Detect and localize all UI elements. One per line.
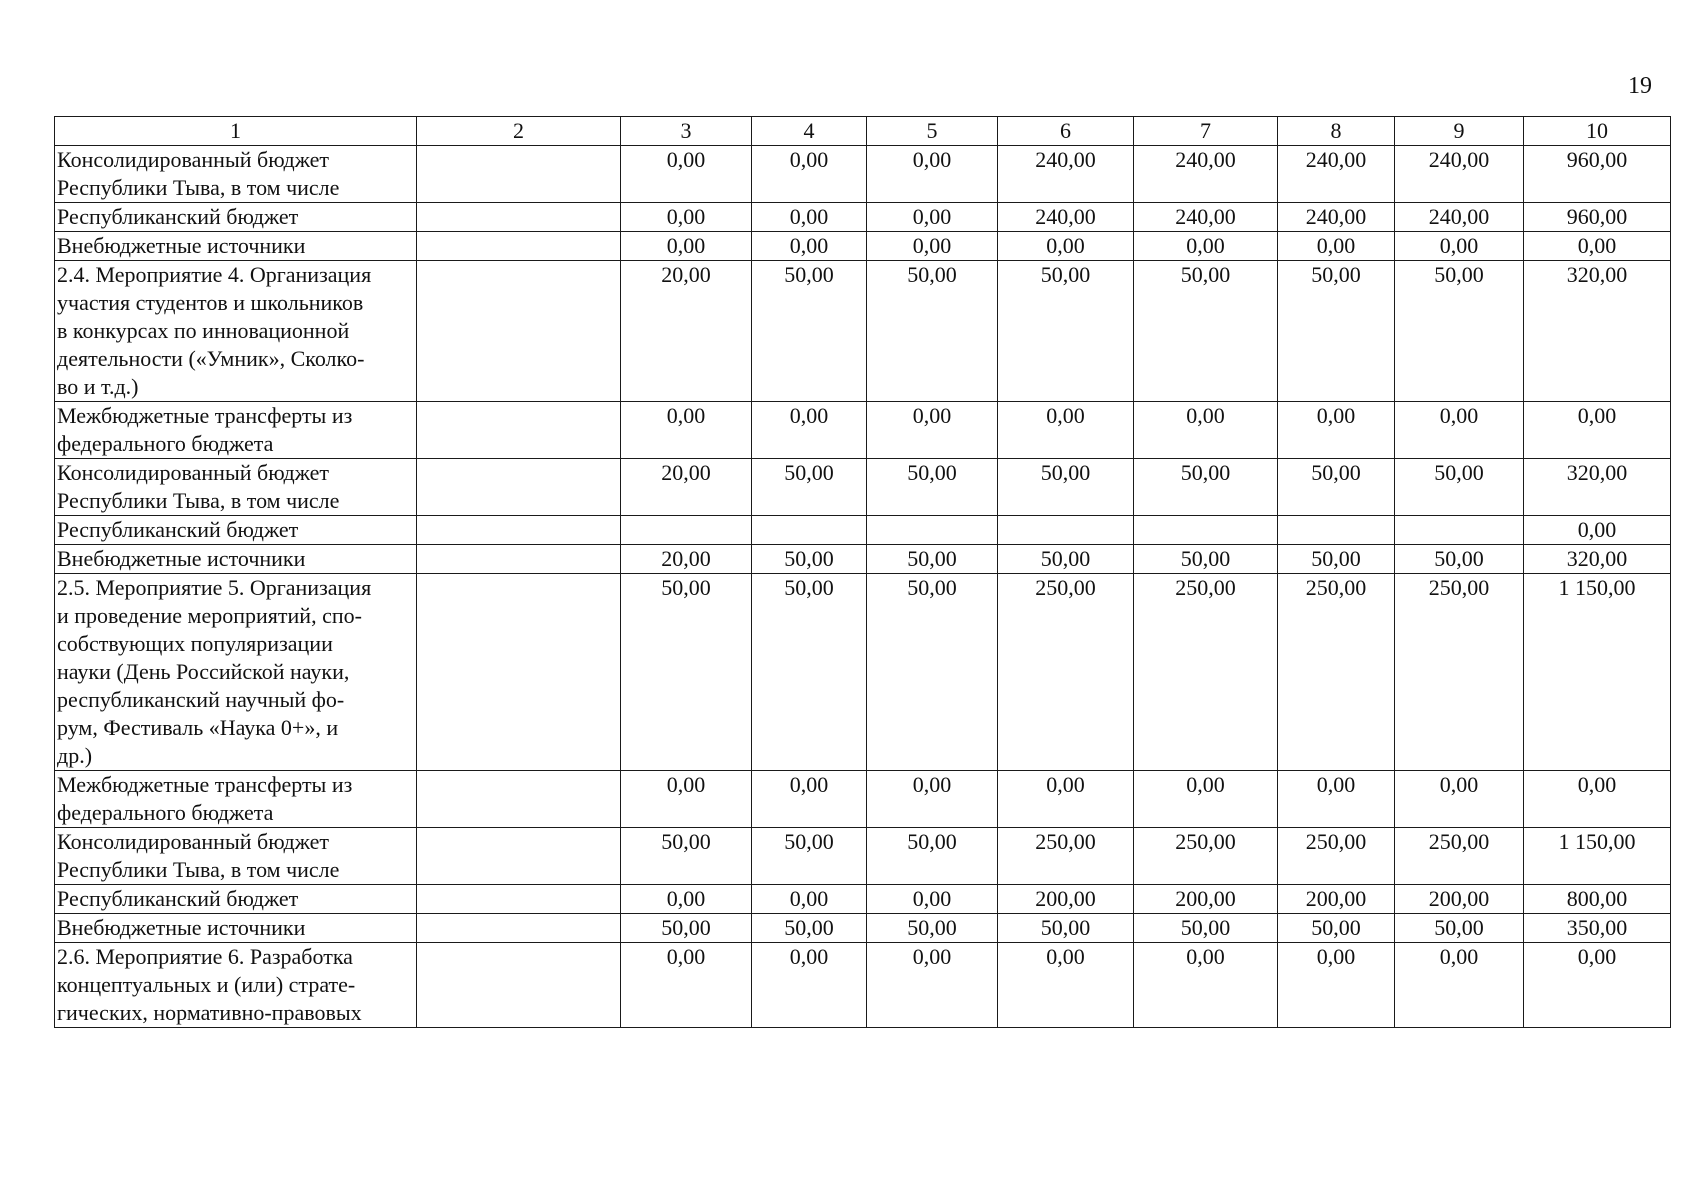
cell-value: 0,00 bbox=[1278, 943, 1395, 1028]
cell-value: 0,00 bbox=[1395, 402, 1524, 459]
table-row bbox=[55, 146, 1671, 203]
cell-value: 1 150,00 bbox=[1524, 574, 1671, 771]
cell-value: 50,00 bbox=[1278, 545, 1395, 574]
row-label-line: 2.4. Мероприятие 4. Организация bbox=[57, 262, 372, 287]
row-label-line: концептуальных и (или) страте- bbox=[57, 972, 356, 997]
cell-value: 20,00 bbox=[621, 261, 752, 402]
row-label-line: Межбюджетные трансферты из bbox=[57, 403, 353, 428]
cell-value: 50,00 bbox=[1278, 914, 1395, 943]
row-label-line: деятельности («Умник», Сколко- bbox=[57, 346, 365, 371]
row-label-line: гических, нормативно-правовых bbox=[57, 1000, 362, 1025]
cell-col-2 bbox=[417, 459, 621, 516]
cell-value: 50,00 bbox=[998, 459, 1134, 516]
cell-value: 0,00 bbox=[1395, 771, 1524, 828]
row-label bbox=[55, 771, 417, 828]
cell-value: 50,00 bbox=[1395, 459, 1524, 516]
cell-value: 50,00 bbox=[1134, 261, 1278, 402]
cell-value: 0,00 bbox=[867, 146, 998, 203]
table-row bbox=[55, 545, 1671, 574]
table-row bbox=[55, 203, 1671, 232]
row-label-line: рум, Фестиваль «Наука 0+», и bbox=[57, 715, 339, 740]
cell-value: 250,00 bbox=[1278, 828, 1395, 885]
cell-value: 50,00 bbox=[1278, 261, 1395, 402]
budget-table bbox=[54, 116, 1671, 1028]
row-label-line: Консолидированный бюджет bbox=[57, 829, 330, 854]
cell-value: 0,00 bbox=[1134, 771, 1278, 828]
column-header-2: 2 bbox=[417, 117, 621, 146]
cell-value: 0,00 bbox=[621, 885, 752, 914]
cell-value: 50,00 bbox=[867, 828, 998, 885]
cell-value: 0,00 bbox=[998, 771, 1134, 828]
column-header-7: 7 bbox=[1134, 117, 1278, 146]
cell-col-2 bbox=[417, 516, 621, 545]
row-label-line: республиканский научный фо- bbox=[57, 687, 345, 712]
row-label-line: Республики Тыва, в том числе bbox=[57, 488, 340, 513]
cell-value: 0,00 bbox=[998, 943, 1134, 1028]
cell-value: 250,00 bbox=[998, 828, 1134, 885]
row-label bbox=[55, 574, 417, 771]
cell-value: 350,00 bbox=[1524, 914, 1671, 943]
cell-value: 0,00 bbox=[867, 771, 998, 828]
cell-value bbox=[752, 516, 867, 545]
page-number: 19 bbox=[1628, 73, 1652, 99]
row-label-line: в конкурсах по инновационной bbox=[57, 318, 350, 343]
cell-col-2 bbox=[417, 828, 621, 885]
table-row bbox=[55, 459, 1671, 516]
cell-value: 200,00 bbox=[1395, 885, 1524, 914]
cell-value: 0,00 bbox=[752, 146, 867, 203]
cell-value: 50,00 bbox=[1134, 459, 1278, 516]
cell-value: 0,00 bbox=[752, 402, 867, 459]
row-label-line: федерального бюджета bbox=[57, 431, 274, 456]
cell-value: 50,00 bbox=[752, 261, 867, 402]
cell-value: 50,00 bbox=[998, 261, 1134, 402]
row-label-line: Республиканский бюджет bbox=[57, 517, 299, 542]
cell-value: 0,00 bbox=[621, 943, 752, 1028]
table-row bbox=[55, 261, 1671, 402]
cell-value: 320,00 bbox=[1524, 459, 1671, 516]
row-label-line: Республики Тыва, в том числе bbox=[57, 857, 340, 882]
cell-value: 0,00 bbox=[867, 943, 998, 1028]
row-label bbox=[55, 516, 417, 545]
row-label-line: Республики Тыва, в том числе bbox=[57, 175, 340, 200]
cell-value: 240,00 bbox=[998, 203, 1134, 232]
cell-value: 0,00 bbox=[752, 771, 867, 828]
cell-value: 800,00 bbox=[1524, 885, 1671, 914]
table-row bbox=[55, 574, 1671, 771]
table-row bbox=[55, 943, 1671, 1028]
cell-value: 50,00 bbox=[621, 828, 752, 885]
cell-value: 50,00 bbox=[752, 545, 867, 574]
table-row bbox=[55, 516, 1671, 545]
cell-value: 0,00 bbox=[867, 402, 998, 459]
cell-col-2 bbox=[417, 203, 621, 232]
cell-value bbox=[1278, 516, 1395, 545]
row-label-line: др.) bbox=[57, 743, 93, 768]
cell-col-2 bbox=[417, 232, 621, 261]
cell-value: 50,00 bbox=[867, 545, 998, 574]
row-label bbox=[55, 885, 417, 914]
cell-value: 240,00 bbox=[998, 146, 1134, 203]
cell-value: 50,00 bbox=[1278, 459, 1395, 516]
cell-value: 240,00 bbox=[1278, 203, 1395, 232]
cell-value: 0,00 bbox=[621, 232, 752, 261]
cell-value: 50,00 bbox=[752, 574, 867, 771]
row-label-line: 2.6. Мероприятие 6. Разработка bbox=[57, 944, 353, 969]
column-header-9: 9 bbox=[1395, 117, 1524, 146]
column-header-1: 1 bbox=[55, 117, 417, 146]
column-header-6: 6 bbox=[998, 117, 1134, 146]
cell-value: 250,00 bbox=[1395, 828, 1524, 885]
row-label bbox=[55, 828, 417, 885]
row-label-line: федерального бюджета bbox=[57, 800, 274, 825]
row-label-line: Внебюджетные источники bbox=[57, 546, 306, 571]
cell-value: 50,00 bbox=[752, 828, 867, 885]
cell-value: 0,00 bbox=[621, 203, 752, 232]
row-label-line: Республиканский бюджет bbox=[57, 886, 299, 911]
cell-value: 200,00 bbox=[1278, 885, 1395, 914]
row-label bbox=[55, 261, 417, 402]
cell-value: 50,00 bbox=[621, 574, 752, 771]
column-header-10: 10 bbox=[1524, 117, 1671, 146]
cell-col-2 bbox=[417, 771, 621, 828]
cell-value: 240,00 bbox=[1278, 146, 1395, 203]
cell-col-2 bbox=[417, 261, 621, 402]
row-label-line: Внебюджетные источники bbox=[57, 915, 306, 940]
cell-value: 0,00 bbox=[752, 943, 867, 1028]
cell-value: 250,00 bbox=[1134, 574, 1278, 771]
cell-value: 240,00 bbox=[1395, 146, 1524, 203]
cell-value: 0,00 bbox=[867, 232, 998, 261]
row-label-line: Республиканский бюджет bbox=[57, 204, 299, 229]
cell-value: 0,00 bbox=[1395, 232, 1524, 261]
table-body bbox=[55, 146, 1671, 1028]
cell-value: 320,00 bbox=[1524, 545, 1671, 574]
cell-value: 0,00 bbox=[867, 885, 998, 914]
cell-value: 250,00 bbox=[1134, 828, 1278, 885]
cell-value: 960,00 bbox=[1524, 146, 1671, 203]
cell-value: 0,00 bbox=[621, 402, 752, 459]
cell-value: 50,00 bbox=[1134, 914, 1278, 943]
row-label bbox=[55, 943, 417, 1028]
column-header-4: 4 bbox=[752, 117, 867, 146]
cell-value: 0,00 bbox=[998, 232, 1134, 261]
row-label-line: собствующих популяризации bbox=[57, 631, 333, 656]
cell-value: 0,00 bbox=[1278, 232, 1395, 261]
cell-col-2 bbox=[417, 885, 621, 914]
cell-value: 0,00 bbox=[621, 771, 752, 828]
cell-value: 0,00 bbox=[1524, 771, 1671, 828]
cell-value: 0,00 bbox=[1524, 943, 1671, 1028]
cell-value: 240,00 bbox=[1134, 203, 1278, 232]
cell-value: 0,00 bbox=[752, 885, 867, 914]
cell-value: 0,00 bbox=[1278, 402, 1395, 459]
cell-value: 0,00 bbox=[1134, 402, 1278, 459]
row-label-line: Внебюджетные источники bbox=[57, 233, 306, 258]
cell-value: 0,00 bbox=[1524, 232, 1671, 261]
row-label bbox=[55, 232, 417, 261]
cell-value: 50,00 bbox=[867, 459, 998, 516]
table-row bbox=[55, 232, 1671, 261]
table-row bbox=[55, 914, 1671, 943]
cell-value: 50,00 bbox=[1395, 261, 1524, 402]
cell-value bbox=[621, 516, 752, 545]
cell-value: 50,00 bbox=[1395, 545, 1524, 574]
column-header-5: 5 bbox=[867, 117, 998, 146]
cell-value: 50,00 bbox=[1395, 914, 1524, 943]
row-label bbox=[55, 402, 417, 459]
table-row bbox=[55, 771, 1671, 828]
cell-value: 0,00 bbox=[1134, 943, 1278, 1028]
cell-col-2 bbox=[417, 943, 621, 1028]
row-label-line: участия студентов и школьников bbox=[57, 290, 364, 315]
cell-value: 250,00 bbox=[1395, 574, 1524, 771]
cell-value: 200,00 bbox=[1134, 885, 1278, 914]
cell-value: 0,00 bbox=[1278, 771, 1395, 828]
cell-value: 240,00 bbox=[1395, 203, 1524, 232]
cell-value: 50,00 bbox=[621, 914, 752, 943]
cell-value: 0,00 bbox=[1395, 943, 1524, 1028]
row-label-line: во и т.д.) bbox=[57, 374, 139, 399]
row-label bbox=[55, 914, 417, 943]
cell-value: 0,00 bbox=[1524, 516, 1671, 545]
row-label bbox=[55, 545, 417, 574]
cell-value: 1 150,00 bbox=[1524, 828, 1671, 885]
cell-value: 20,00 bbox=[621, 545, 752, 574]
cell-col-2 bbox=[417, 914, 621, 943]
cell-col-2 bbox=[417, 146, 621, 203]
cell-value: 50,00 bbox=[752, 459, 867, 516]
cell-value: 0,00 bbox=[1524, 402, 1671, 459]
cell-value: 50,00 bbox=[1134, 545, 1278, 574]
cell-value bbox=[867, 516, 998, 545]
row-label bbox=[55, 203, 417, 232]
cell-col-2 bbox=[417, 402, 621, 459]
header-row bbox=[55, 117, 1671, 146]
row-label-line: Консолидированный бюджет bbox=[57, 460, 330, 485]
cell-col-2 bbox=[417, 545, 621, 574]
column-header-3: 3 bbox=[621, 117, 752, 146]
table-row bbox=[55, 402, 1671, 459]
cell-value: 320,00 bbox=[1524, 261, 1671, 402]
cell-value bbox=[1134, 516, 1278, 545]
cell-value: 0,00 bbox=[998, 402, 1134, 459]
cell-value bbox=[1395, 516, 1524, 545]
cell-value: 0,00 bbox=[621, 146, 752, 203]
cell-col-2 bbox=[417, 574, 621, 771]
cell-value: 50,00 bbox=[998, 914, 1134, 943]
cell-value: 0,00 bbox=[867, 203, 998, 232]
cell-value: 200,00 bbox=[998, 885, 1134, 914]
table-row bbox=[55, 885, 1671, 914]
cell-value bbox=[998, 516, 1134, 545]
cell-value: 0,00 bbox=[752, 232, 867, 261]
cell-value: 50,00 bbox=[867, 261, 998, 402]
cell-value: 250,00 bbox=[1278, 574, 1395, 771]
row-label bbox=[55, 146, 417, 203]
cell-value: 20,00 bbox=[621, 459, 752, 516]
row-label-line: науки (День Российской науки, bbox=[57, 659, 350, 684]
row-label bbox=[55, 459, 417, 516]
column-header-8: 8 bbox=[1278, 117, 1395, 146]
cell-value: 50,00 bbox=[752, 914, 867, 943]
row-label-line: и проведение мероприятий, спо- bbox=[57, 603, 362, 628]
row-label-line: 2.5. Мероприятие 5. Организация bbox=[57, 575, 372, 600]
cell-value: 0,00 bbox=[752, 203, 867, 232]
cell-value: 50,00 bbox=[867, 574, 998, 771]
cell-value: 250,00 bbox=[998, 574, 1134, 771]
cell-value: 50,00 bbox=[867, 914, 998, 943]
row-label-line: Консолидированный бюджет bbox=[57, 147, 330, 172]
table-row bbox=[55, 828, 1671, 885]
cell-value: 50,00 bbox=[998, 545, 1134, 574]
cell-value: 960,00 bbox=[1524, 203, 1671, 232]
cell-value: 240,00 bbox=[1134, 146, 1278, 203]
row-label-line: Межбюджетные трансферты из bbox=[57, 772, 353, 797]
cell-value: 0,00 bbox=[1134, 232, 1278, 261]
